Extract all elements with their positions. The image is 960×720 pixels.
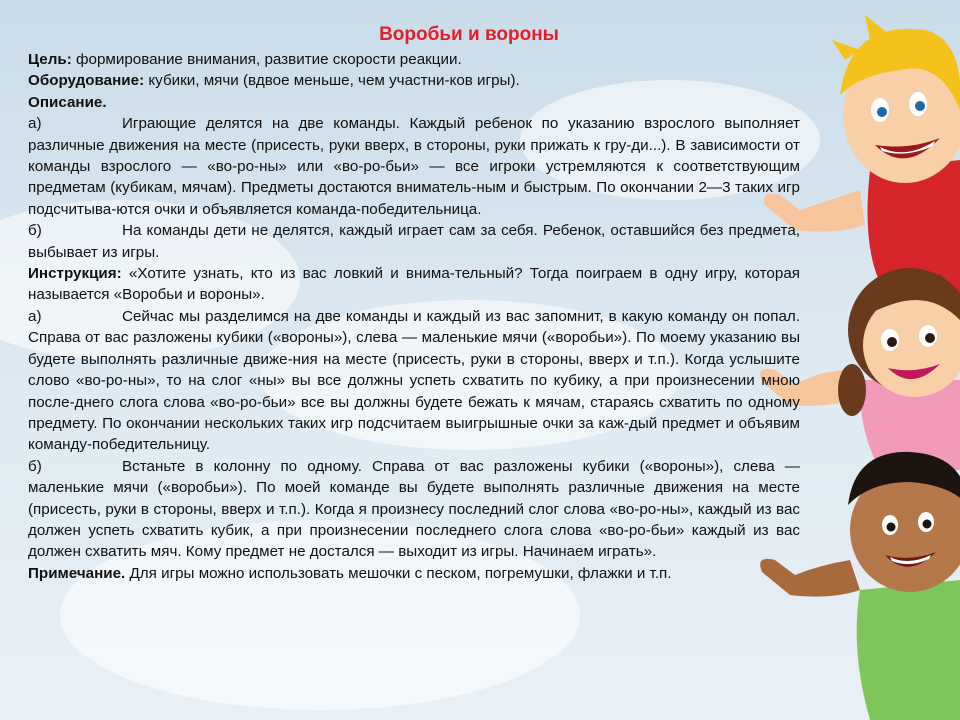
note-text: Для игры можно использовать мешочки с песком, погремушки, флажки и т.п. xyxy=(125,564,672,582)
item-marker: а) xyxy=(28,307,42,325)
instruction-item-b-text: Встаньте в колонну по одному. Справа от вас разложены кубики («вороны»), слева — маленькие мячи («воробьи»). По моей команде вы будете выполнять различные движения на месте (присесть, руки в стороны, вверх и т.п.). Когда я произнесу последний слог слова «во-ро-ны», каждый из вас должен успеть схватить кубик, а при произнесении последнего слога слова «во-ро-бьи» каждый из вас должен схватить мяч. Кому предмет не достался — выходит из игры. Начинаем играть». xyxy=(28,457,800,561)
goal-label: Цель: xyxy=(28,51,72,68)
description-item-b-text: На команды дети не делятся, каждый играет сам за себя. Ребенок, оставшийся без предмета, выбывает из игры. xyxy=(28,222,800,261)
item-marker: б) xyxy=(28,222,42,240)
instruction-paragraph xyxy=(28,263,800,306)
description-heading xyxy=(28,92,800,113)
equipment-paragraph xyxy=(28,70,800,91)
description-label: Описание. xyxy=(28,93,107,111)
goal-text: формирование внимания, развитие скорости реакции. xyxy=(71,51,462,68)
item-marker: а) xyxy=(28,115,42,133)
instruction-label: Инструкция: xyxy=(28,265,122,283)
description-item-a-text: Играющие делятся на две команды. Каждый ребенок по указанию взрослого выполняет различные движения на месте (присесть, руки вверх, в стороны, руки прижать к гру-ди...). В зависимости от команды взрослого — «во-ро-ны» или «во-ро-бьи» — все игроки устремляются к соответствующим предметам (кубикам, мячам). Предметы достаются вниматель-ным и быстрым. По окончании 2—3 таких игр подсчитыва-ются очки и объявляется команда-победительница. xyxy=(28,115,800,218)
equipment-text: кубики, мячи (вдвое меньше, чем участни-ков игры). xyxy=(144,72,520,90)
instruction-text: «Хотите узнать, кто из вас ловкий и внима-тельный? Тогда поиграем в одну игру, которая называется «Воробьи и вороны». xyxy=(28,265,800,304)
page-title: Воробьи и вороны xyxy=(379,24,559,45)
game-description-document xyxy=(28,22,800,584)
item-marker: б) xyxy=(28,457,42,475)
goal-paragraph xyxy=(28,49,800,70)
instruction-item-a-text: Сейчас мы разделимся на две команды и каждый из вас запомнит, в какую команду он попал. Справа от вас разложены кубики («вороны»), слева — маленькие мячи («воробьи»). По моему указанию вы будете выполнять различные движе-ния на месте (присесть, руки в стороны, вверх и т.п.). Когда услышите слово «во-ро-ны», то на слог «ны» вы все должны успеть схватить по кубику, а при произнесении мною после-днего слога слова «во-ро-бьи» все вы должны будете бежать к мячам, стараясь схватить по одному предмету. По окончании нескольких таких игр подсчитаем выигрышные очки за каж-дый предмет и объявим команду-победительницу. xyxy=(28,307,800,454)
description-item-a xyxy=(28,113,800,220)
note-paragraph xyxy=(28,563,800,584)
instruction-item-b xyxy=(28,456,800,563)
instruction-item-a xyxy=(28,306,800,456)
equipment-label: Оборудование: xyxy=(28,72,145,90)
note-label: Примечание. xyxy=(28,564,126,582)
description-item-b xyxy=(28,220,800,263)
